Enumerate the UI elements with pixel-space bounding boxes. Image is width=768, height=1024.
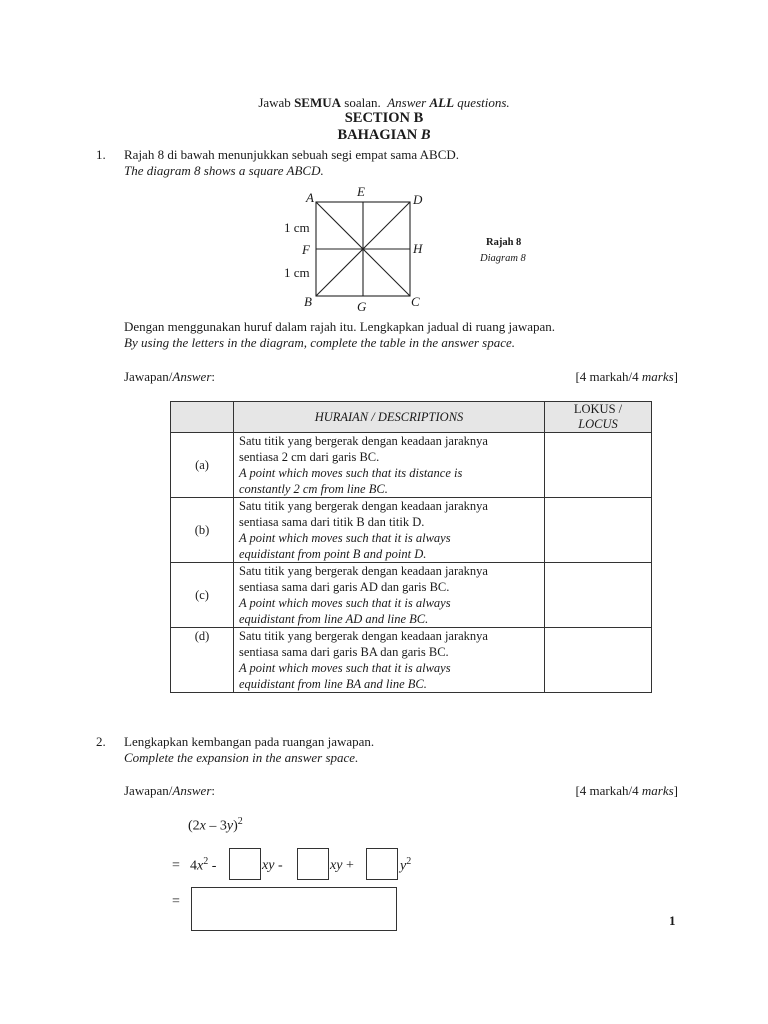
header-desc: HURAIAN / DESCRIPTIONS xyxy=(234,402,545,433)
section-title-ms xyxy=(0,127,768,144)
q2-text-ms: Lengkapkan kembangan pada ruangan jawapan. xyxy=(124,734,375,749)
marks-it: marks xyxy=(641,783,674,798)
q2-answer-label xyxy=(124,782,215,799)
answer-label-en: Answer xyxy=(172,369,212,384)
header-locus xyxy=(545,402,652,433)
term3-var: xy xyxy=(330,858,343,873)
answer-label-ms: Jawapan/ xyxy=(124,369,173,384)
q1-text-en: The diagram 8 shows a square ABCD. xyxy=(124,163,324,178)
label-g: G xyxy=(357,299,367,314)
q1-answer-label xyxy=(124,368,215,385)
q2-marks xyxy=(575,782,678,799)
answer-label-colon: : xyxy=(211,783,215,798)
desc-en-line1: A point which moves such that it is always xyxy=(239,661,451,675)
expr-exponent: 2 xyxy=(237,816,243,827)
q1-number: 1. xyxy=(96,147,106,162)
expr-close: ) xyxy=(233,818,238,834)
section-ms-pre: BAHAGIAN xyxy=(337,127,421,143)
desc-en-line1: A point which moves such that it is always xyxy=(239,531,451,545)
answer-label-colon: : xyxy=(211,369,215,384)
instruction-en-post: questions. xyxy=(454,95,510,110)
label-d: D xyxy=(413,192,423,207)
table-row xyxy=(171,498,652,563)
locus-answer-cell[interactable] xyxy=(545,563,652,628)
term2-sep: - xyxy=(277,858,283,873)
q2-number: 2. xyxy=(96,734,106,749)
q1-instruction-ms: Dengan menggunakan huruf dalam rajah itu. Lengkapkan jadual di ruang jawapan. xyxy=(124,319,556,334)
term1-sep: - xyxy=(211,858,217,874)
instruction-ms-post: soalan. xyxy=(341,95,381,110)
label-b: B xyxy=(304,294,312,309)
instruction-en-pre: Answer xyxy=(387,95,430,110)
expr-open: (2 xyxy=(188,818,200,834)
desc-ms-line1: Satu titik yang bergerak dengan keadaan jaraknya xyxy=(239,629,488,643)
label-e: E xyxy=(357,184,365,199)
term1-exp: 2 xyxy=(203,856,209,867)
table-row xyxy=(171,628,652,693)
q2-text-en: Complete the expansion in the answer space. xyxy=(124,750,359,765)
desc-en-line1: A point which moves such that it is always xyxy=(239,596,451,610)
desc-en-line1: A point which moves such that its distance is xyxy=(239,466,463,480)
table-row xyxy=(171,563,652,628)
desc-ms-line1: Satu titik yang bergerak dengan keadaan jaraknya xyxy=(239,564,488,578)
instruction-en-bold: ALL xyxy=(429,95,455,110)
term3 xyxy=(330,858,354,874)
marks-post: ] xyxy=(673,369,678,384)
desc-ms-line2: sentiasa sama dari garis BA dan garis BC. xyxy=(239,645,449,659)
expr-y: y xyxy=(226,818,234,834)
row-description xyxy=(234,563,545,628)
marks-pre: [4 markah/4 xyxy=(575,369,642,384)
locus-answer-cell[interactable] xyxy=(545,433,652,498)
desc-en-line2: equidistant from line BA and line BC. xyxy=(239,677,427,691)
instruction-ms-bold: SEMUA xyxy=(294,95,342,110)
instruction-line xyxy=(0,94,768,111)
label-h: H xyxy=(413,241,423,256)
desc-ms-line1: Satu titik yang bergerak dengan keadaan jaraknya xyxy=(239,499,488,513)
equals-sign-1: = xyxy=(172,858,180,873)
term1-coef: 4 xyxy=(190,858,197,874)
expr-mid: – 3 xyxy=(205,818,227,834)
term4-var: y xyxy=(400,858,407,874)
section-title-en: SECTION B xyxy=(344,110,424,126)
q1-marks xyxy=(575,368,678,385)
term4 xyxy=(400,856,411,875)
locus-answer-cell[interactable] xyxy=(545,628,652,693)
table-row xyxy=(171,433,652,498)
label-a: A xyxy=(306,190,314,205)
row-label: (c) xyxy=(171,563,234,628)
q1-instruction-en: By using the letters in the diagram, complete the table in the answer space. xyxy=(124,335,516,350)
expression xyxy=(188,816,243,835)
coefficient-box-2[interactable] xyxy=(297,848,329,880)
header-empty-cell xyxy=(171,402,234,433)
q1-text-ms: Rajah 8 di bawah menunjukkan sebuah segi empat sama ABCD. xyxy=(124,147,460,162)
term1 xyxy=(190,856,216,875)
coefficient-box-1[interactable] xyxy=(229,848,261,880)
term1-var: x xyxy=(197,858,204,874)
row-label: (a) xyxy=(171,433,234,498)
desc-en-line2: equidistant from point B and point D. xyxy=(239,547,427,561)
marks-pre: [4 markah/4 xyxy=(575,783,642,798)
desc-en-line2: equidistant from line AD and line BC. xyxy=(239,612,429,626)
header-locus-ms: LOKUS / xyxy=(573,402,623,416)
desc-ms-line2: sentiasa sama dari garis AD dan garis BC. xyxy=(239,580,450,594)
desc-en-line2: constantly 2 cm from line BC. xyxy=(239,482,388,496)
answer-label-en: Answer xyxy=(172,783,212,798)
locus-answer-cell[interactable] xyxy=(545,498,652,563)
row-description xyxy=(234,628,545,693)
section-ms-letter: B xyxy=(420,127,431,143)
term2-var: xy xyxy=(262,858,275,873)
page-number: 1 xyxy=(669,913,676,928)
caption-ms: Rajah 8 xyxy=(486,237,522,248)
instruction-ms-pre: Jawab xyxy=(258,95,295,110)
label-f: F xyxy=(302,242,310,257)
row-description xyxy=(234,433,545,498)
dim-bottom: 1 cm xyxy=(284,265,310,280)
answer-label-ms: Jawapan/ xyxy=(124,783,173,798)
dim-top: 1 cm xyxy=(284,220,310,235)
equals-sign-2: = xyxy=(172,894,180,909)
final-answer-box[interactable] xyxy=(191,887,397,931)
row-label: (b) xyxy=(171,498,234,563)
locus-table xyxy=(170,401,652,693)
marks-it: marks xyxy=(641,369,674,384)
term3-sep: + xyxy=(345,858,354,873)
marks-post: ] xyxy=(673,783,678,798)
term4-exp: 2 xyxy=(406,856,412,867)
expr-x: x xyxy=(199,818,206,834)
coefficient-box-3[interactable] xyxy=(366,848,398,880)
label-c: C xyxy=(411,294,420,309)
square-diagram xyxy=(270,180,570,315)
term2 xyxy=(262,858,283,874)
desc-ms-line2: sentiasa sama dari titik B dan titik D. xyxy=(239,515,425,529)
row-label: (d) xyxy=(171,628,234,693)
header-locus-en: LOCUS xyxy=(578,417,618,431)
table-header-row xyxy=(171,402,652,433)
desc-ms-line1: Satu titik yang bergerak dengan keadaan jaraknya xyxy=(239,434,488,448)
caption-en: Diagram 8 xyxy=(480,253,526,264)
row-description xyxy=(234,498,545,563)
desc-ms-line2: sentiasa 2 cm dari garis BC. xyxy=(239,450,380,464)
